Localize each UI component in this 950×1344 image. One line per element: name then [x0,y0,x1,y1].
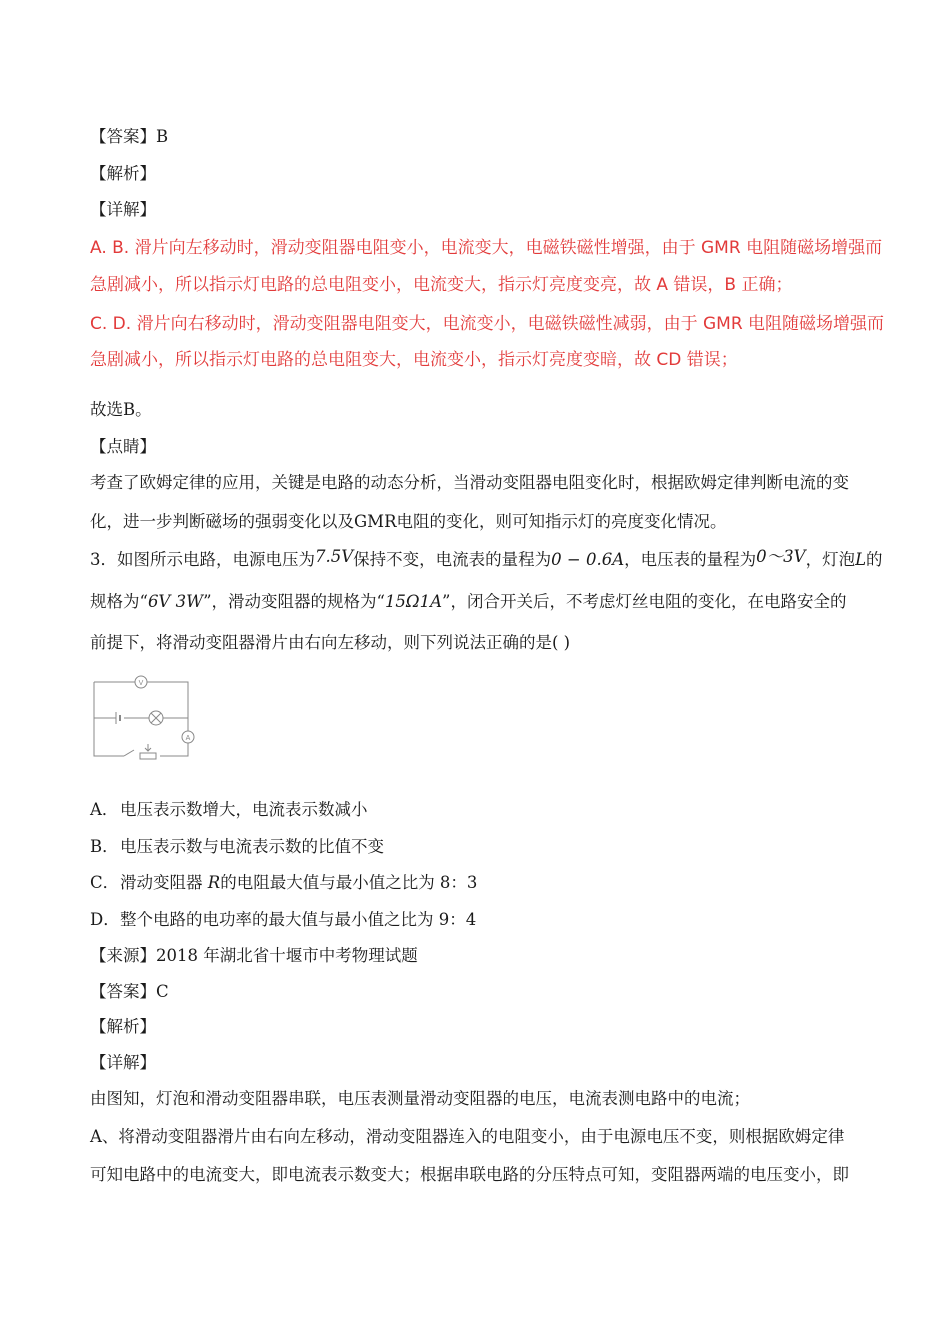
question-3-line-3: 前提下，将滑动变阻器滑片由右向左移动，则下列说法正确的是( ) [90,633,571,652]
option-d [90,910,476,930]
q3-text: 保持不变，电流表的量程为 [353,550,552,569]
q3-text: ”，闭合开关后，不考虑灯丝电阻的变化，在电路安全的 [442,592,847,611]
option-letter: A． [90,800,119,819]
choice-text: 故选B。 [90,400,152,419]
q3-rheostat-spec: 15Ω1A [384,592,443,611]
q3-text: ，灯泡 [805,550,856,569]
detail-line: A、将滑动变阻器滑片由右向左移动，滑动变阻器连入的电阻变小，由于电源电压不变，则根据欧姆定律 [90,1127,845,1146]
option-b [90,837,384,857]
red-explanation-line: A. B. 滑片向左移动时，滑动变阻器电阻变小，电流变大，电磁铁磁性增强，由于 GMR 电阻随磁场增强而 [90,238,883,258]
red-explanation-line: C. D. 滑片向右移动时，滑动变阻器电阻变大，电流变小，电磁铁磁性减弱，由于 GMR 电阻随磁场增强而 [90,314,885,334]
q3-text: 3．如图所示电路，电源电压为 [90,550,315,569]
q3-voltage: 7.5V [315,547,354,566]
rheostat-body [140,753,156,759]
q3-text: ”，滑动变阻器的规格为“ [203,592,385,611]
q3-lamp-spec: 6V 3W [147,592,204,611]
q3-text: ，电压表的量程为 [624,550,757,569]
switch-blade [124,750,134,756]
option-letter: B． [90,837,119,856]
option-text: 电压表示数增大，电流表示数减小 [120,800,368,819]
option-text: 的电阻最大值与最小值之比为 8：3 [220,873,478,892]
answer-label: 【答案】B [90,127,169,146]
detail-line: 由图知，灯泡和滑动变阻器串联，电压表测量滑动变阻器的电压，电流表测电路中的电流； [90,1089,750,1108]
analysis-label: 【解析】 [90,164,156,183]
option-letter: C． [90,873,120,892]
red-explanation-line: 急剧减小，所以指示灯电路的总电阻变大，电流变小，指示灯亮度变暗，故 CD 错误； [90,350,738,370]
q3-amp-range: 0 − 0.6A [551,550,625,569]
q3-text: 规格为“ [90,592,148,611]
q3-lamp-symbol: L [855,550,867,569]
option-text: 滑动变阻器 [120,873,208,892]
question-3-line-2 [90,592,846,612]
option-c [90,873,477,893]
red-explanation-line: 急剧减小，所以指示灯电路的总电阻变小，电流变大，指示灯亮度变亮，故 A 错误，B 正确； [90,275,793,295]
ammeter-label: A [185,735,191,742]
detail-label: 【详解】 [90,1053,156,1072]
detail-label: 【详解】 [90,200,156,219]
q3-volt-range: 0～3V [756,547,806,566]
voltmeter-label: V [138,680,144,687]
option-variable: R [207,873,221,892]
option-letter: D． [90,910,120,929]
comment-line: 化，进一步判断磁场的强弱变化以及GMR电阻的变化，则可知指示灯的亮度变化情况。 [90,512,727,531]
q3-text: 的 [866,550,883,569]
option-text: 整个电路的电功率的最大值与最小值之比为 9：4 [120,910,477,929]
answer-label: 【答案】C [90,982,169,1001]
comment-line: 考查了欧姆定律的应用，关键是电路的动态分析，当滑动变阻器电阻变化时，根据欧姆定律判断电流的变 [90,473,849,492]
option-a [90,800,368,820]
analysis-label: 【解析】 [90,1017,156,1036]
option-text: 电压表示数与电流表示数的比值不变 [120,837,384,856]
detail-line: 可知电路中的电流变大，即电流表示数变大；根据串联电路的分压特点可知，变阻器两端的电压变小，即 [90,1165,849,1184]
circuit-diagram [88,672,198,768]
question-3-line-1 [90,547,883,570]
source-label: 【来源】2018 年湖北省十堰市中考物理试题 [90,946,418,965]
comment-label: 【点睛】 [90,437,156,456]
